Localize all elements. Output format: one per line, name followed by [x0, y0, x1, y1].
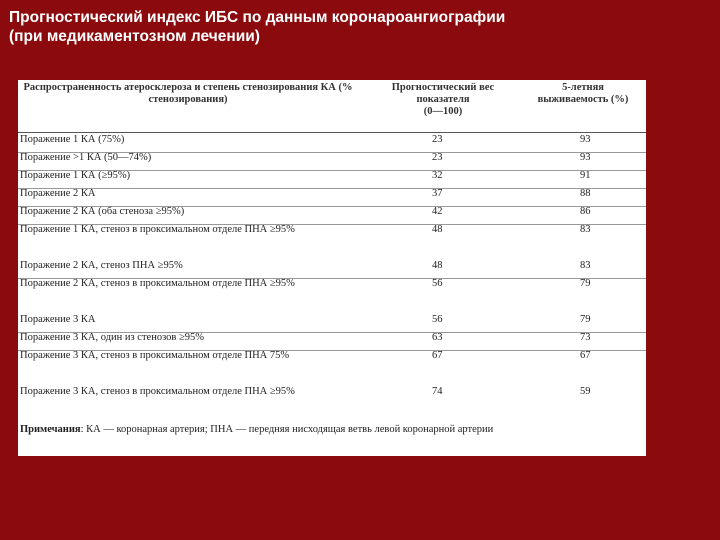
row-weight: 63 — [432, 332, 443, 343]
table-row — [18, 170, 646, 189]
row-label: Поражение 2 КА (оба стеноза ≥95%) — [20, 206, 185, 217]
table-row — [18, 350, 646, 368]
table-row — [18, 188, 646, 207]
row-survival: 86 — [580, 206, 591, 217]
row-weight: 56 — [432, 278, 443, 289]
table-row — [18, 224, 646, 242]
row-label: Поражение 3 КА, стеноз в проксимальном отделе ПНА ≥95% — [20, 386, 295, 397]
row-survival: 88 — [580, 188, 591, 199]
row-survival: 91 — [580, 170, 591, 181]
row-label: Поражение 3 КА — [20, 314, 96, 325]
table-row — [18, 332, 646, 351]
row-weight: 42 — [432, 206, 443, 217]
row-survival: 79 — [580, 314, 591, 325]
row-label: Поражение 2 КА, стеноз ПНА ≥95% — [20, 260, 183, 271]
header-divider — [18, 132, 646, 133]
row-survival: 67 — [580, 350, 591, 361]
table-row — [18, 134, 646, 153]
header-col-stenosis: Распространенность атеросклероза и степень стенозирования КА (% стенозирования) — [23, 82, 353, 105]
row-label: Поражение 2 КА — [20, 188, 96, 199]
row-survival: 59 — [580, 386, 591, 397]
slide-title-line2: (при медикаментозном лечении) — [9, 28, 260, 45]
table-row — [18, 260, 646, 279]
row-label: Поражение 1 КА (≥95%) — [20, 170, 131, 181]
row-weight: 48 — [432, 224, 443, 235]
row-weight: 56 — [432, 314, 443, 325]
prognostic-table — [18, 80, 646, 456]
slide-title-line1: Прогностический индекс ИБС по данным коронароангиографии — [9, 9, 506, 26]
row-label: Поражение >1 КА (50—74%) — [20, 152, 152, 163]
row-weight: 74 — [432, 386, 443, 397]
table-row — [18, 152, 646, 171]
row-label: Поражение 1 КА, стеноз в проксимальном отделе ПНА ≥95% — [20, 224, 295, 235]
header-col-weight: Прогностический вес показателя (0—100) — [391, 82, 495, 117]
row-survival: 73 — [580, 332, 591, 343]
row-survival: 79 — [580, 278, 591, 289]
row-weight: 23 — [432, 134, 443, 145]
note-label: Примечания — [20, 424, 81, 435]
note-text: : КА — коронарная артерия; ПНА — передняя нисходящая ветвь левой коронарной артерии — [80, 424, 494, 435]
table-row — [18, 386, 646, 404]
row-label: Поражение 3 КА, стеноз в проксимальном отделе ПНА 75% — [20, 350, 290, 361]
table-row — [18, 206, 646, 225]
row-survival: 83 — [580, 260, 591, 271]
row-survival: 83 — [580, 224, 591, 235]
row-label: Поражение 1 КА (75%) — [20, 134, 125, 145]
row-label: Поражение 3 КА, один из стенозов ≥95% — [20, 332, 205, 343]
row-survival: 93 — [580, 134, 591, 145]
header-col-survival: 5-летняя выживаемость (%) — [537, 82, 629, 105]
row-weight: 37 — [432, 188, 443, 199]
table-note — [20, 424, 493, 435]
row-weight: 23 — [432, 152, 443, 163]
row-weight: 48 — [432, 260, 443, 271]
table-row — [18, 278, 646, 296]
slide-title — [9, 8, 709, 46]
table-row — [18, 314, 646, 333]
row-weight: 32 — [432, 170, 443, 181]
row-label: Поражение 2 КА, стеноз в проксимальном отделе ПНА ≥95% — [20, 278, 295, 289]
row-survival: 93 — [580, 152, 591, 163]
row-weight: 67 — [432, 350, 443, 361]
